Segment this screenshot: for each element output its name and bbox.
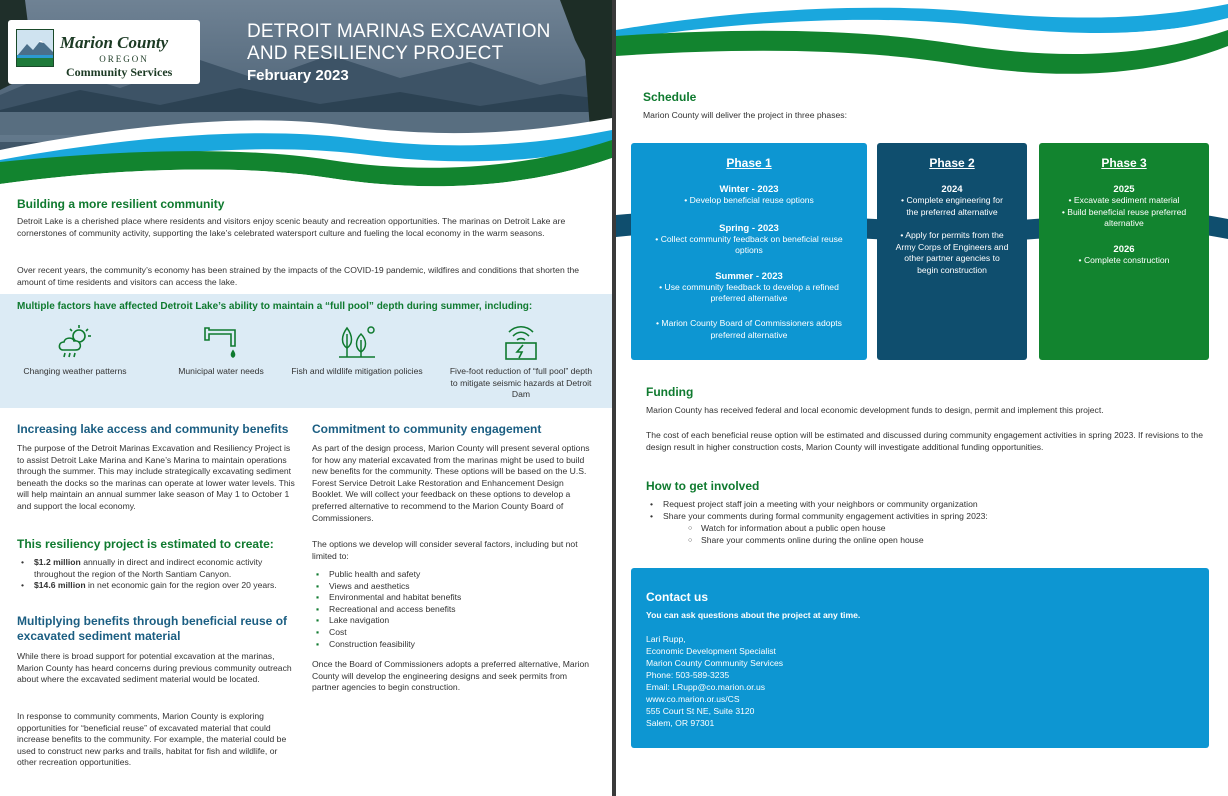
reuse-paragraph-1: While there is broad support for potential excavation at the marinas, Marion County has heard concerns during previous community outreach about where the excavated sediment material would be located. <box>17 651 292 685</box>
phase-3-item: • Complete construction <box>1078 254 1170 265</box>
phase-1-item: preferred alternative <box>710 293 788 304</box>
list-item: ▪ Environmental and habitat benefits <box>312 592 594 604</box>
estimate-item-value: $14.6 million <box>34 580 86 591</box>
intro-heading: Building a more resilient community <box>17 197 225 211</box>
access-paragraph: The purpose of the Detroit Marinas Excavation and Resiliency Project is to assist Detroit Lake Marina and Kane’s Marina to maintain operations through the summer. This may include strategically excavating sediment beneath the docks so the marinas can operate at lower water levels. This will help maintain an annual summer lake season of May 1 to October 1 and support the local economy. <box>17 443 295 511</box>
reuse-heading <box>17 614 307 644</box>
factor-fish-wildlife <box>282 324 432 378</box>
factor-municipal-water-label: Municipal water needs <box>178 366 264 376</box>
phase-1-item: • Marion County Board of Commissioners adopts <box>656 317 842 328</box>
weather-icon <box>55 324 95 360</box>
contact-department: Marion County Community Services <box>646 658 784 668</box>
phase-3-title: Phase 3 <box>1101 156 1147 170</box>
phase-2-item: other partner agencies to <box>904 253 1000 264</box>
phase-2-item: the preferred alternative <box>906 206 998 217</box>
wave-decoration <box>616 0 1228 80</box>
mountain-logo-icon <box>16 29 54 67</box>
contact-address-city: Salem, OR 97301 <box>646 718 715 728</box>
phase-3-card <box>1039 143 1209 360</box>
phase-3-item: • Excavate sediment material <box>1068 195 1180 205</box>
contact-heading: Contact us <box>646 590 709 604</box>
estimate-list <box>17 557 299 592</box>
phase-2-item: begin construction <box>917 264 987 275</box>
fish-wildlife-icon <box>337 324 377 360</box>
list-item: ○ Share your comments online during the online open house <box>646 535 1206 547</box>
phase-2-item: Army Corps of Engineers and <box>895 241 1009 252</box>
list-item: • Request project staff join a meeting with your neighbors or community organization <box>646 499 1206 511</box>
title-line-1: DETROIT MARINAS EXCAVATION <box>247 21 551 42</box>
phase-1-period: Winter - 2023 <box>719 184 779 195</box>
contact-phone: Phone: 503-589-3235 <box>646 670 730 680</box>
phase-3-period: 2025 <box>1113 184 1135 195</box>
header-banner <box>0 0 612 190</box>
phase-1-item: options <box>735 245 763 256</box>
marion-county-logo <box>8 20 200 84</box>
factor-seismic <box>446 324 596 401</box>
factors-band <box>0 294 612 408</box>
engagement-heading: Commitment to community engagement <box>312 422 542 436</box>
intro-paragraph-1: Detroit Lake is a cherished place where residents and visitors enjoy scenic beauty and recreation opportunities. The marinas on Detroit Lake are cornerstones of community activity, supporting the lake’s celebrated watersport culture and fueling the local economy in the warm seasons. <box>17 216 566 238</box>
estimate-item-text: annually in direct and indirect economic activity throughout the region of the North Santiam Canyon. <box>34 557 263 579</box>
estimate-item <box>17 557 299 580</box>
list-item: ▪ Recreational and access benefits <box>312 604 594 616</box>
schedule-heading: Schedule <box>643 90 697 104</box>
phase-1-item: • Use community feedback to develop a refined <box>659 281 839 292</box>
phase-1-item: preferred alternative <box>710 329 788 340</box>
list-item: ▪ Views and aesthetics <box>312 581 594 593</box>
phase-2-item: • Complete engineering for <box>901 195 1003 205</box>
phase-2-period: 2024 <box>941 184 963 195</box>
engagement-factors-list <box>312 569 594 650</box>
logo-county-name: Marion County <box>60 33 169 52</box>
contact-website: www.co.marion.or.us/CS <box>646 694 740 704</box>
reuse-heading-line-1: Multiplying benefits through beneficial reuse of <box>17 614 288 628</box>
estimate-heading: This resiliency project is estimated to create: <box>17 537 274 551</box>
estimate-item <box>17 580 299 592</box>
page-left <box>0 0 612 796</box>
involved-sublist <box>646 523 1206 546</box>
list-item: ○ Watch for information about a public open house <box>646 523 1206 535</box>
phase-3-item: alternative <box>1104 218 1144 229</box>
phase-1-period: Spring - 2023 <box>719 222 779 234</box>
document-date: February 2023 <box>247 67 349 84</box>
phase-1-item: • Develop beneficial reuse options <box>684 195 814 205</box>
involved-heading: How to get involved <box>646 479 760 493</box>
phase-3-item: • Build beneficial reuse preferred <box>1061 206 1187 217</box>
contact-name: Lari Rupp, <box>646 634 686 644</box>
document-title <box>247 21 597 65</box>
access-heading: Increasing lake access and community benefits <box>17 422 289 436</box>
logo-state: OREGON <box>99 54 149 64</box>
contact-title: Economic Development Specialist <box>646 646 776 656</box>
list-item: ▪ Cost <box>312 627 594 639</box>
list-item: ▪ Construction feasibility <box>312 639 594 651</box>
funding-heading: Funding <box>646 385 694 399</box>
water-tap-icon <box>201 324 241 360</box>
phase-1-period: Summer - 2023 <box>715 270 783 282</box>
factor-seismic-label: Five-foot reduction of “full pool” depth to mitigate seismic hazards at Detroit Dam <box>449 366 593 400</box>
page-right <box>616 0 1228 796</box>
seismic-icon <box>501 324 541 360</box>
contact-email: Email: LRupp@co.marion.or.us <box>646 682 766 692</box>
phase-1-title: Phase 1 <box>726 156 772 170</box>
estimate-item-value: $1.2 million <box>34 557 81 567</box>
list-item: • Share your comments during formal community engagement activities in spring 2023: <box>646 511 1206 523</box>
factor-weather-label: Changing weather patterns <box>23 366 127 376</box>
engagement-paragraph-1: As part of the design process, Marion County will present several options for how any material excavated from the marinas might be used to build new benefits for the community. These options will be based on the U.S. Forest Service Detroit Lake Restoration and Enhancement Design Booklet. We will collect your feedback on these options to develop a preferred alternative to recommend to the Marion County Board of Commissioners. <box>312 443 590 523</box>
phase-1-card <box>631 143 867 360</box>
engagement-paragraph-3: Once the Board of Commissioners adopts a preferred alternative, Marion County will develop the engineering designs and seek permits from partner agencies to begin construction. <box>312 659 590 693</box>
factor-fish-wildlife-label: Fish and wildlife mitigation policies <box>291 366 423 376</box>
factors-heading: Multiple factors have affected Detroit Lake’s ability to maintain a “full pool” depth during summer, including: <box>17 301 533 312</box>
phase-1-item: • Collect community feedback on beneficial reuse <box>655 233 843 244</box>
factor-weather <box>0 324 150 378</box>
funding-paragraph-2: The cost of each beneficial reuse option will be estimated and discussed during community engagement activities in spring 2023. If revisions to the design result in higher construction costs, Marion County will investigate additional funding opportunities. <box>646 430 1203 452</box>
reuse-paragraph-2: In response to community comments, Marion County is exploring opportunities for “beneficial reuse” of excavated material that could increase benefits to the community. For example, the material could be used to construct new parks and trails, habitat for fish and wildlife, or other recreation opportunities. <box>17 711 287 768</box>
schedule-intro: Marion County will deliver the project in three phases: <box>643 110 847 120</box>
title-line-2: AND RESILIENCY PROJECT <box>247 43 504 64</box>
intro-paragraph-2: Over recent years, the community’s economy has been strained by the impacts of the COVID-19 pandemic, wildfires and conditions that shorten the amount of time residents and visitors can access the lake. <box>17 265 580 287</box>
phase-2-card <box>877 143 1027 360</box>
list-item: ▪ Public health and safety <box>312 569 594 581</box>
engagement-paragraph-2: The options we develop will consider several factors, including but not limited to: <box>312 539 578 561</box>
contact-subheading: You can ask questions about the project at any time. <box>646 610 861 620</box>
contact-box <box>631 568 1209 748</box>
list-item: ▪ Lake navigation <box>312 615 594 627</box>
funding-paragraph-1: Marion County has received federal and local economic development funds to design, permit and implement this project. <box>646 405 1104 415</box>
estimate-item-text: in net economic gain for the region over 20 years. <box>85 580 277 591</box>
involved-list <box>646 499 1206 522</box>
contact-address-street: 555 Court St NE, Suite 3120 <box>646 706 755 716</box>
phase-3-period: 2026 <box>1113 243 1135 255</box>
phase-2-title: Phase 2 <box>929 156 975 170</box>
factor-municipal-water <box>146 324 296 378</box>
logo-department: Community Services <box>66 65 173 79</box>
reuse-heading-line-2: excavated sediment material <box>17 629 181 643</box>
phase-2-item: • Apply for permits from the <box>900 230 1004 241</box>
